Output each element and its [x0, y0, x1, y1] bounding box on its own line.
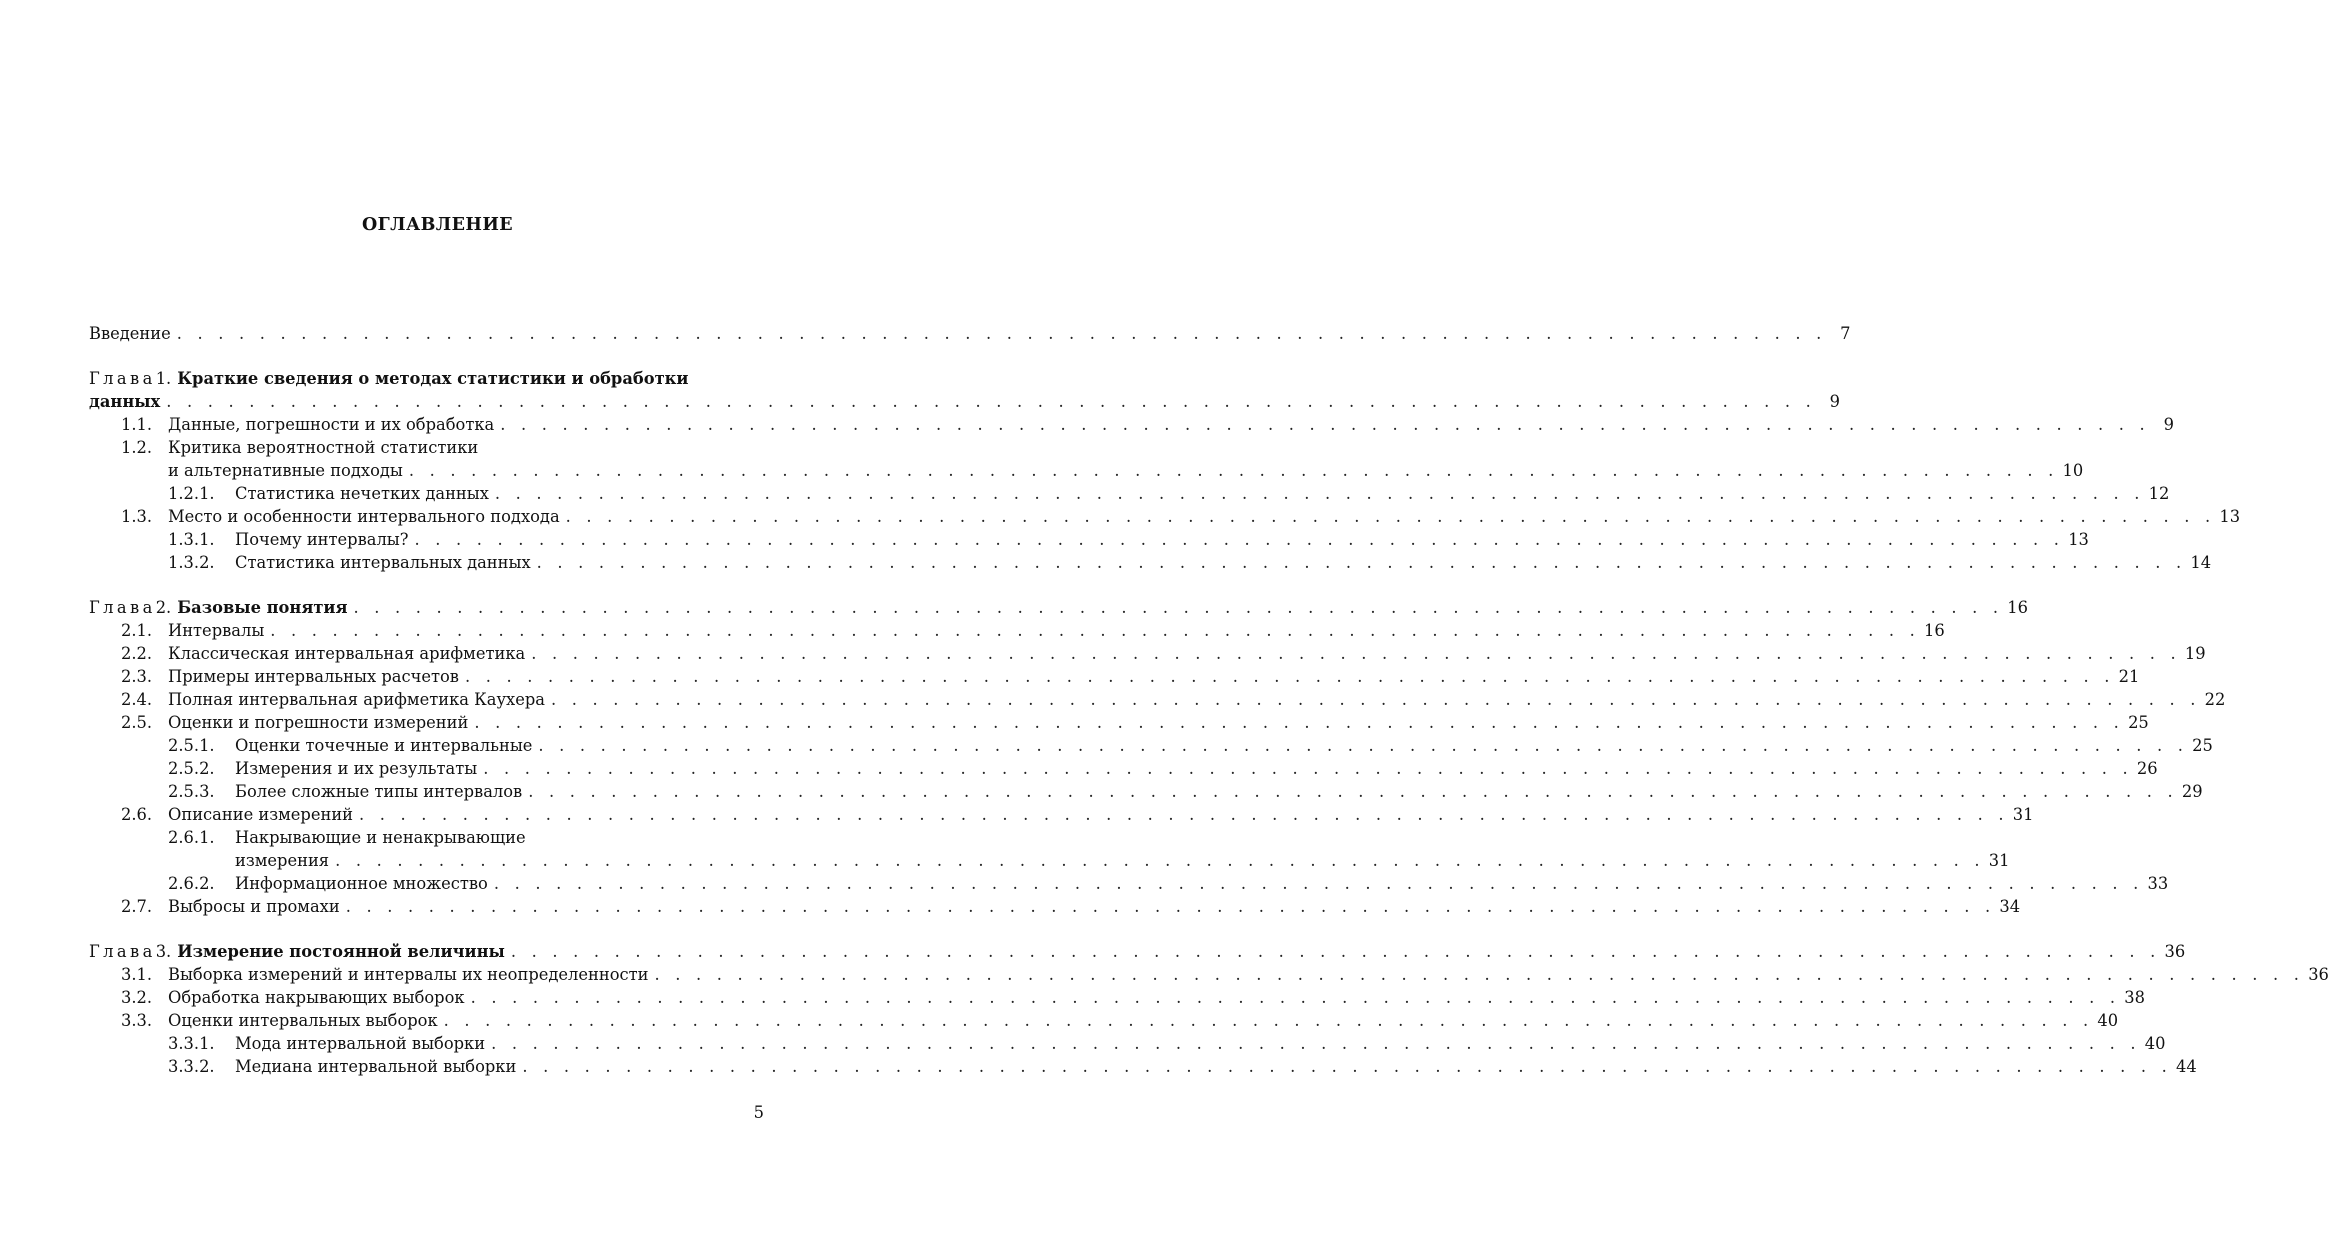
section-title: Интервалы: [168, 621, 265, 640]
chapter-page: 9: [1829, 392, 1840, 411]
dot-leader: [538, 734, 2188, 757]
table-of-contents: [89, 322, 2329, 1078]
dot-leader: [359, 803, 2009, 826]
chapter-label: Глава: [89, 942, 156, 961]
dot-leader: [495, 482, 2145, 505]
chapter-label: Глава: [89, 369, 156, 388]
subsection-title-cont: измерения: [235, 851, 330, 870]
section-page: 25: [2128, 713, 2149, 732]
dot-leader: [465, 665, 2115, 688]
subsection-title: Статистика нечетких данных: [235, 484, 489, 503]
dot-leader: [531, 642, 2181, 665]
chapter-heading-2[interactable]: [89, 596, 2028, 619]
section-title: Оценки интервальных выборок: [168, 1011, 438, 1030]
subsection-title: Мода интервальной выборки: [235, 1034, 486, 1053]
dot-leader: [335, 849, 1985, 872]
chapter-title: Краткие сведения о методах статистики и обработки: [177, 369, 689, 388]
subsection-number: 2.5.1.: [168, 736, 215, 755]
subsection-page: 13: [2068, 530, 2089, 549]
toc-subentry[interactable]: [89, 780, 2203, 803]
section-page: 38: [2124, 988, 2145, 1007]
section-page: 40: [2097, 1011, 2119, 1030]
toc-subentry[interactable]: [89, 734, 2213, 757]
section-title: Выбросы и промахи: [168, 897, 340, 916]
section-page: 19: [2184, 644, 2206, 663]
dot-leader: [551, 688, 2201, 711]
subsection-page: 31: [1988, 851, 2010, 870]
subsection-title: Информационное множество: [235, 874, 488, 893]
toc-entry-page: 7: [1840, 324, 1851, 343]
dot-leader: [537, 551, 2187, 574]
section-page: 36: [2308, 965, 2329, 984]
section-page: 34: [1999, 897, 2021, 916]
subsection-number: 1.3.1.: [168, 530, 215, 549]
toc-entry[interactable]: [89, 711, 2149, 734]
section-page: 13: [2219, 507, 2241, 526]
subsection-page: 14: [2190, 553, 2212, 572]
subsection-number: 2.5.3.: [168, 782, 215, 801]
dot-leader: [494, 872, 2144, 895]
subsection-page: 33: [2147, 874, 2169, 893]
subsection-title: Почему интервалы?: [235, 530, 409, 549]
toc-subentry-cont[interactable]: [89, 849, 2010, 872]
section-title: Описание измерений: [168, 805, 354, 824]
section-page: 9: [2163, 415, 2174, 434]
toc-subentry[interactable]: [89, 1032, 2166, 1055]
section-title: Примеры интервальных расчетов: [168, 667, 459, 686]
subsection-title: Статистика интервальных данных: [235, 553, 531, 572]
toc-subentry[interactable]: [89, 1055, 2197, 1078]
dot-leader: [471, 986, 2121, 1009]
toc-entry[interactable]: [89, 688, 2226, 711]
subsection-number: 1.3.2.: [168, 553, 215, 572]
chapter-page: 36: [2164, 942, 2186, 961]
subsection-number: 3.3.1.: [168, 1034, 215, 1053]
section-title-cont: и альтернативные подходы: [168, 461, 403, 480]
toc-entry[interactable]: [89, 619, 1945, 642]
section-page: 10: [2062, 461, 2084, 480]
section-number: 2.1.: [121, 621, 153, 640]
subsection-title: Более сложные типы интервалов: [235, 782, 523, 801]
section-title: Оценки и погрешности измерений: [168, 713, 469, 732]
section-page: 22: [2204, 690, 2226, 709]
section-page: 21: [2118, 667, 2140, 686]
toc-subentry[interactable]: [89, 551, 2212, 574]
subsection-title: Медиана интервальной выборки: [235, 1057, 517, 1076]
section-title: Обработка накрывающих выборок: [168, 988, 465, 1007]
chapter-number: 1.: [155, 369, 172, 388]
section-title: Выборка измерений и интервалы их неопределенности: [168, 965, 649, 984]
section-number: 2.5.: [121, 713, 153, 732]
section-number: 2.2.: [121, 644, 153, 663]
dot-leader: [346, 895, 1996, 918]
toc-entry-intro[interactable]: [89, 322, 1851, 345]
toc-entry[interactable]: [89, 986, 2145, 1009]
section-title: Критика вероятностной статистики: [168, 438, 479, 457]
section-number: 2.4.: [121, 690, 153, 709]
subsection-page: 44: [2176, 1057, 2197, 1076]
dot-leader: [166, 390, 1816, 413]
subsection-number: 1.2.1.: [168, 484, 215, 503]
toc-entry[interactable]: [89, 963, 2329, 986]
toc-subentry[interactable]: [89, 757, 2158, 780]
subsection-title: Оценки точечные и интервальные: [235, 736, 533, 755]
dot-leader: [177, 322, 1827, 345]
subsection-title: Накрывающие и ненакрывающие: [235, 828, 526, 847]
toc-entry-cont[interactable]: [89, 459, 2084, 482]
section-number: 2.3.: [121, 667, 153, 686]
spacer: [89, 918, 764, 940]
page-title: ОГЛАВЛЕНИЕ: [361, 215, 514, 235]
subsection-number: 2.5.2.: [168, 759, 215, 778]
subsection-page: 12: [2148, 484, 2170, 503]
dot-leader: [500, 413, 2150, 436]
toc-entry[interactable]: [89, 803, 2034, 826]
toc-entry-title: Введение: [89, 324, 171, 343]
dot-leader: [415, 528, 2065, 551]
chapter-title: Измерение постоянной величины: [177, 942, 505, 961]
section-page: 16: [1923, 621, 1945, 640]
subsection-page: 26: [2136, 759, 2158, 778]
section-title: Полная интервальная арифметика Каухера: [168, 690, 545, 709]
dot-leader: [528, 780, 2178, 803]
spacer: [89, 345, 764, 367]
section-number: 1.3.: [121, 507, 153, 526]
chapter-label: Глава: [89, 598, 156, 617]
chapter-heading-1[interactable]: [89, 367, 764, 390]
dot-leader: [566, 505, 2216, 528]
dot-leader: [354, 596, 2004, 619]
toc-entry[interactable]: [89, 642, 2206, 665]
dot-leader: [483, 757, 2133, 780]
section-number: 3.1.: [121, 965, 153, 984]
toc-subentry[interactable]: [89, 528, 2089, 551]
dot-leader: [444, 1009, 2094, 1032]
section-title: Место и особенности интервального подхода: [168, 507, 560, 526]
page-number: 5: [753, 1103, 764, 1122]
section-title: Классическая интервальная арифметика: [168, 644, 526, 663]
toc-entry[interactable]: [89, 665, 2140, 688]
toc-subentry[interactable]: [89, 826, 764, 849]
subsection-number: 3.3.2.: [168, 1057, 215, 1076]
toc-entry[interactable]: [89, 436, 764, 459]
dot-leader: [522, 1055, 2172, 1078]
section-number: 1.1.: [121, 415, 153, 434]
toc-entry[interactable]: [89, 413, 2174, 436]
chapter-number: 3.: [155, 942, 172, 961]
spacer: [89, 574, 764, 596]
section-page: 31: [2012, 805, 2034, 824]
subsection-page: 29: [2181, 782, 2203, 801]
subsection-page: 40: [2144, 1034, 2166, 1053]
chapter-number: 2.: [155, 598, 172, 617]
section-number: 3.2.: [121, 988, 153, 1007]
subsection-number: 2.6.2.: [168, 874, 215, 893]
chapter-page: 16: [2007, 598, 2028, 617]
dot-leader: [270, 619, 1920, 642]
dot-leader: [409, 459, 2059, 482]
dot-leader: [655, 963, 2305, 986]
toc-entry[interactable]: [89, 895, 2021, 918]
section-number: 2.6.: [121, 805, 153, 824]
toc-subentry[interactable]: [89, 872, 2169, 895]
toc-entry[interactable]: [89, 505, 2241, 528]
chapter-heading-1-cont[interactable]: [89, 390, 1840, 413]
subsection-page: 25: [2192, 736, 2213, 755]
section-number: 1.2.: [121, 438, 153, 457]
subsection-title: Измерения и их результаты: [235, 759, 478, 778]
section-number: 3.3.: [121, 1011, 153, 1030]
section-number: 2.7.: [121, 897, 153, 916]
chapter-title: Базовые понятия: [177, 598, 348, 617]
dot-leader: [491, 1032, 2141, 1055]
subsection-number: 2.6.1.: [168, 828, 215, 847]
section-title: Данные, погрешности и их обработка: [168, 415, 495, 434]
toc-subentry[interactable]: [89, 482, 2170, 505]
chapter-heading-3[interactable]: [89, 940, 2186, 963]
dot-leader: [474, 711, 2124, 734]
toc-entry[interactable]: [89, 1009, 2119, 1032]
dot-leader: [511, 940, 2161, 963]
chapter-title-cont: данных: [89, 392, 161, 411]
